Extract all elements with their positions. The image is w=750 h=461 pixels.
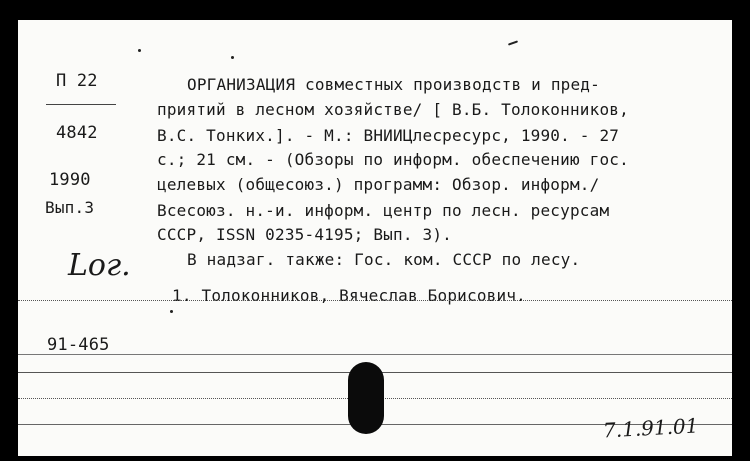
handwritten-code: Lог. xyxy=(68,248,131,283)
description-line-1: ОРГАНИЗАЦИЯ совместных производств и пред- xyxy=(187,75,600,94)
description-line-7: СССР, ISSN 0235-4195; Вып. 3). xyxy=(157,225,452,244)
accession-number: 91-465 xyxy=(47,335,110,355)
ruled-line xyxy=(18,354,732,355)
description-line-3: В.С. Тонких.]. - М.: ВНИИЦлесресурс, 1990. - 27 xyxy=(157,126,620,145)
description-line-4: с.; 21 см. - (Обзоры по информ. обеспечению гос. xyxy=(157,150,629,169)
speck xyxy=(138,49,141,52)
inventory-number: 4842 xyxy=(56,123,98,143)
year: 1990 xyxy=(49,170,91,190)
faint-ruled-line xyxy=(18,300,732,301)
tracing-entry: 1. Толоконников, Вячеслав Борисович. xyxy=(172,286,526,305)
description-line-6: Всесоюз. н.-и. информ. центр по лесн. ресурсам xyxy=(157,201,610,220)
stamp-date: 7.1.91.01 xyxy=(602,413,699,443)
issue-number: Вып.3 xyxy=(45,198,95,217)
title-note: В надзаг. также: Гос. ком. СССР по лесу. xyxy=(187,250,581,269)
speck xyxy=(170,310,173,313)
speck xyxy=(231,56,234,59)
punched-hole xyxy=(348,362,384,434)
call-number: П 22 xyxy=(56,71,98,91)
description-line-5: целевых (общесоюз.) программ: Обзор. информ./ xyxy=(157,175,600,194)
catalog-card xyxy=(18,20,732,456)
description-line-2: приятий в лесном хозяйстве/ [ В.Б. Толоконников, xyxy=(157,100,629,119)
call-number-underline xyxy=(46,104,116,105)
speck xyxy=(508,40,518,45)
